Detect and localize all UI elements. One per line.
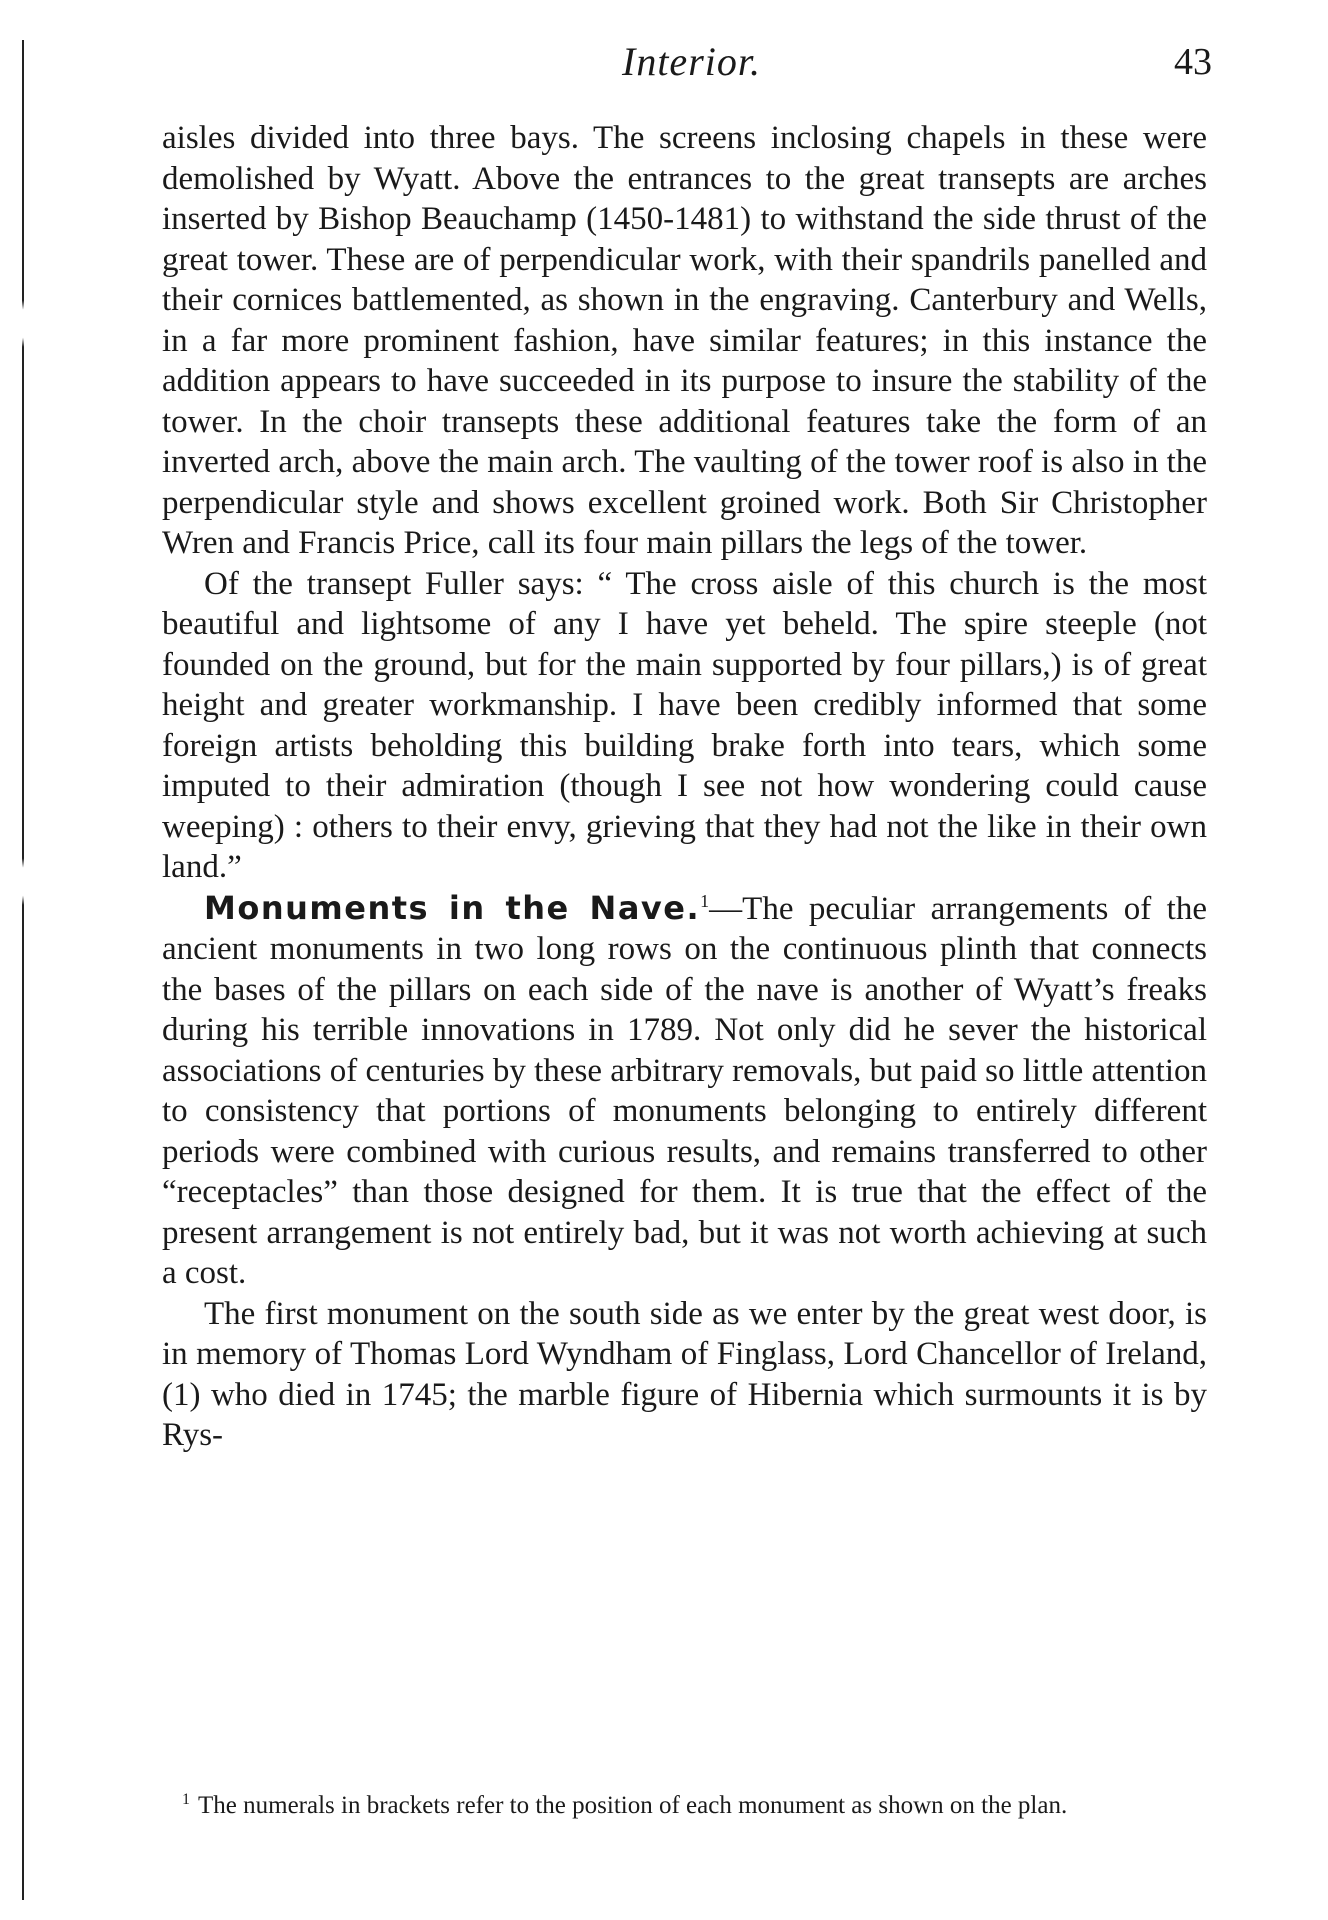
footnote-reference: 1 xyxy=(700,890,710,911)
paragraph-3-text: —The peculiar arrangements of the ancient monuments in two long rows on the continuous plinth that connects the bases of the pillars on each side of the nave is another of Wyatt’s freaks during his terrible innovations in 1789. Not only did he sever the historical associations of centuries by these arbitrary removals, but paid so little attention to consistency that portions of monuments belonging to entirely different periods were combined with curious results, and remains transferred to other “receptacles” than those designed for them. It is true that the effect of the present arrangement is not entirely bad, but it was not worth achieving at such a cost. xyxy=(162,890,1208,1291)
page-number: 43 xyxy=(1174,41,1212,83)
footnote-text: The numerals in brackets refer to the position of each monument as shown on the plan. xyxy=(198,1792,1068,1819)
running-title: Interior. xyxy=(622,39,761,84)
section-heading: Monuments in the Nave. xyxy=(204,888,701,927)
page-header xyxy=(162,38,1212,88)
footnote xyxy=(162,1790,1207,1822)
paragraph-1: aisles divided into three bays. The screens inclosing chapels in these were demolished by Wyatt. Above the entrances to the great transepts are arches inserted by Bishop Beauchamp (1450-1481) to withstand the side thrust of the great tower. These are of perpendicular work, with their spandrils panelled and their cornices battlemented, as shown in the engraving. Canterbury and Wells, in a far more prominent fashion, have similar features; in this instance the addition appears to have succeeded in its purpose to insure the stability of the tower. In the choir transepts these additional features take the form of an inverted arch, above the main arch. The vaulting of the tower roof is also in the perpendicular style and shows excellent groined work. Both Sir Christopher Wren and Francis Price, call its four main pillars the legs of the tower. xyxy=(162,120,1207,561)
page-binding-edge xyxy=(22,40,24,1900)
footnote-mark: 1 xyxy=(182,1791,190,1808)
paragraph-2: Of the transept Fuller says: “ The cross aisle of this church is the most beautiful and lightsome of any I have yet beheld. The spire steeple (not founded on the ground, but for the main supported by four pillars,) is of great height and greater workmanship. I have been credibly informed that some foreign artists beholding this building brake forth into tears, which some imputed to their admiration (though I see not how wondering could cause weeping) : others to their envy, grieving that they had not the like in their own land.” xyxy=(162,565,1207,885)
paragraph-3 xyxy=(162,888,1207,1294)
paragraph-4: The first monument on the south side as we enter by the great west door, is in memory of Thomas Lord Wyndham of Finglass, Lord Chancellor of Ireland, (1) who died in 1745; the marble figure of Hibernia which surmounts it is by Rys- xyxy=(162,1295,1207,1453)
body-text xyxy=(162,118,1207,1456)
